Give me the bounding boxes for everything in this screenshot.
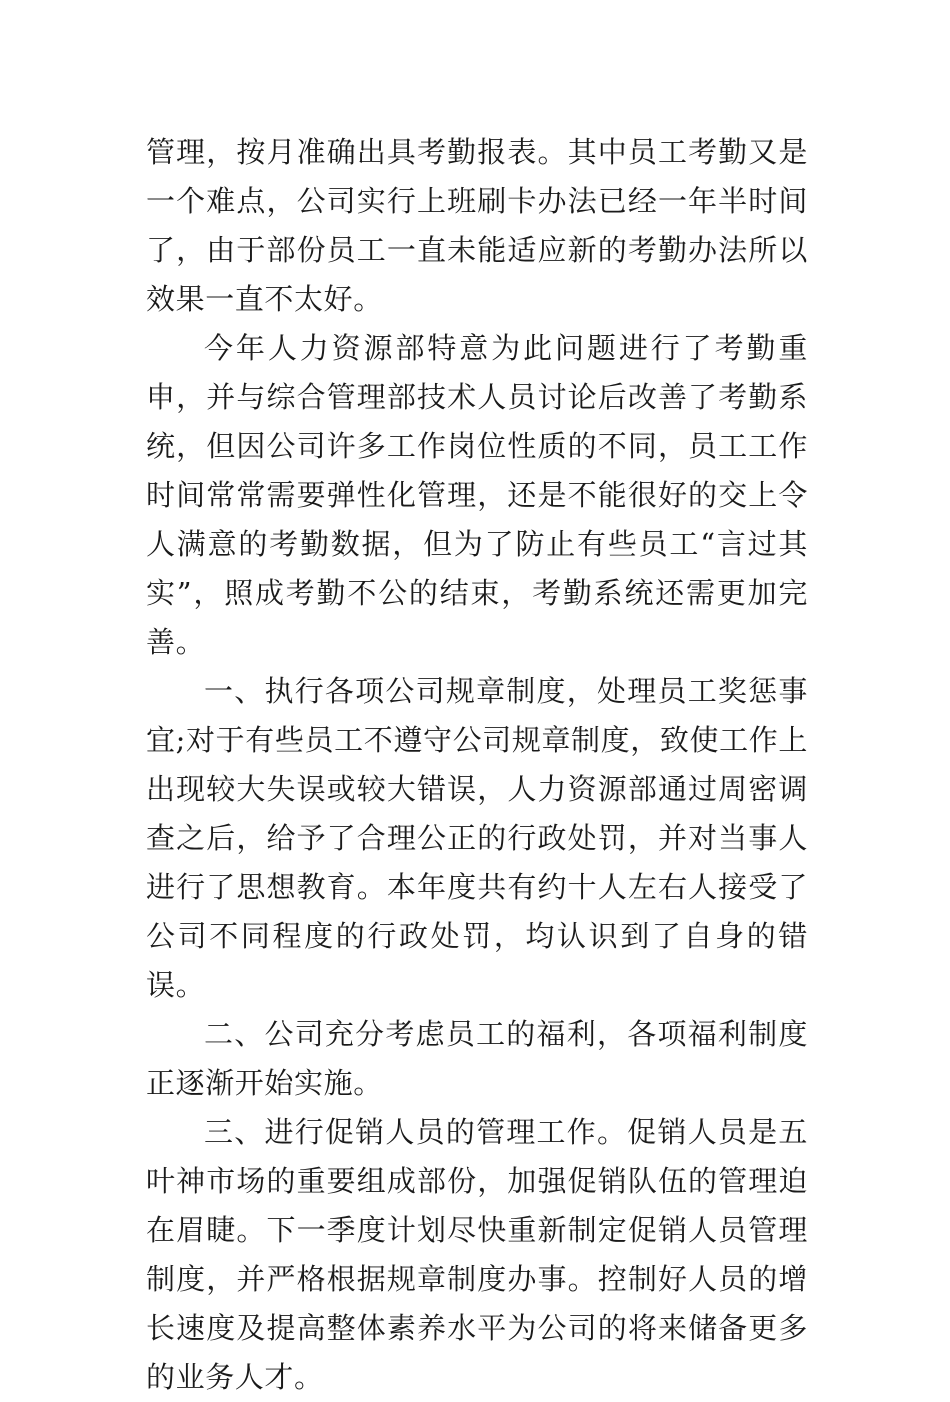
paragraph-promoter-management: 三、进行促销人员的管理工作。促销人员是五叶神市场的重要组成部份，加强促销队伍的管理迫在眉睫。下一季度计划尽快重新制定促销人员管理制度，并严格根据规章制度办事。控制好人员的增长速度及提高整体素养水平为公司的将来储备更多的业务人才。: [146, 1115, 808, 1394]
document-body: [146, 128, 808, 1402]
paragraph-attendance-system: 今年人力资源部特意为此问题进行了考勤重申，并与综合管理部技术人员讨论后改善了考勤系统，但因公司许多工作岗位性质的不同，员工工作时间常常需要弹性化管理，还是不能很好的交上令人满意的考勤数据，但为了防止有些员工“言过其实”，照成考勤不公的结束，考勤系统还需更加完善。: [146, 331, 808, 659]
paragraph-attendance-intro: 管理，按月准确出具考勤报表。其中员工考勤又是一个难点，公司实行上班刷卡办法已经一年半时间了，由于部份员工一直未能适应新的考勤办法所以效果一直不太好。: [146, 135, 808, 316]
paragraph-rules-discipline: 一、执行各项公司规章制度，处理员工奖惩事宜;对于有些员工不遵守公司规章制度，致使工作上出现较大失误或较大错误，人力资源部通过周密调查之后，给予了合理公正的行政处罚，并对当事人进行了思想教育。本年度共有约十人左右人接受了公司不同程度的行政处罚，均认识到了自身的错误。: [146, 674, 808, 1002]
paragraph-employee-welfare: 二、公司充分考虑员工的福利，各项福利制度正逐渐开始实施。: [146, 1017, 808, 1100]
